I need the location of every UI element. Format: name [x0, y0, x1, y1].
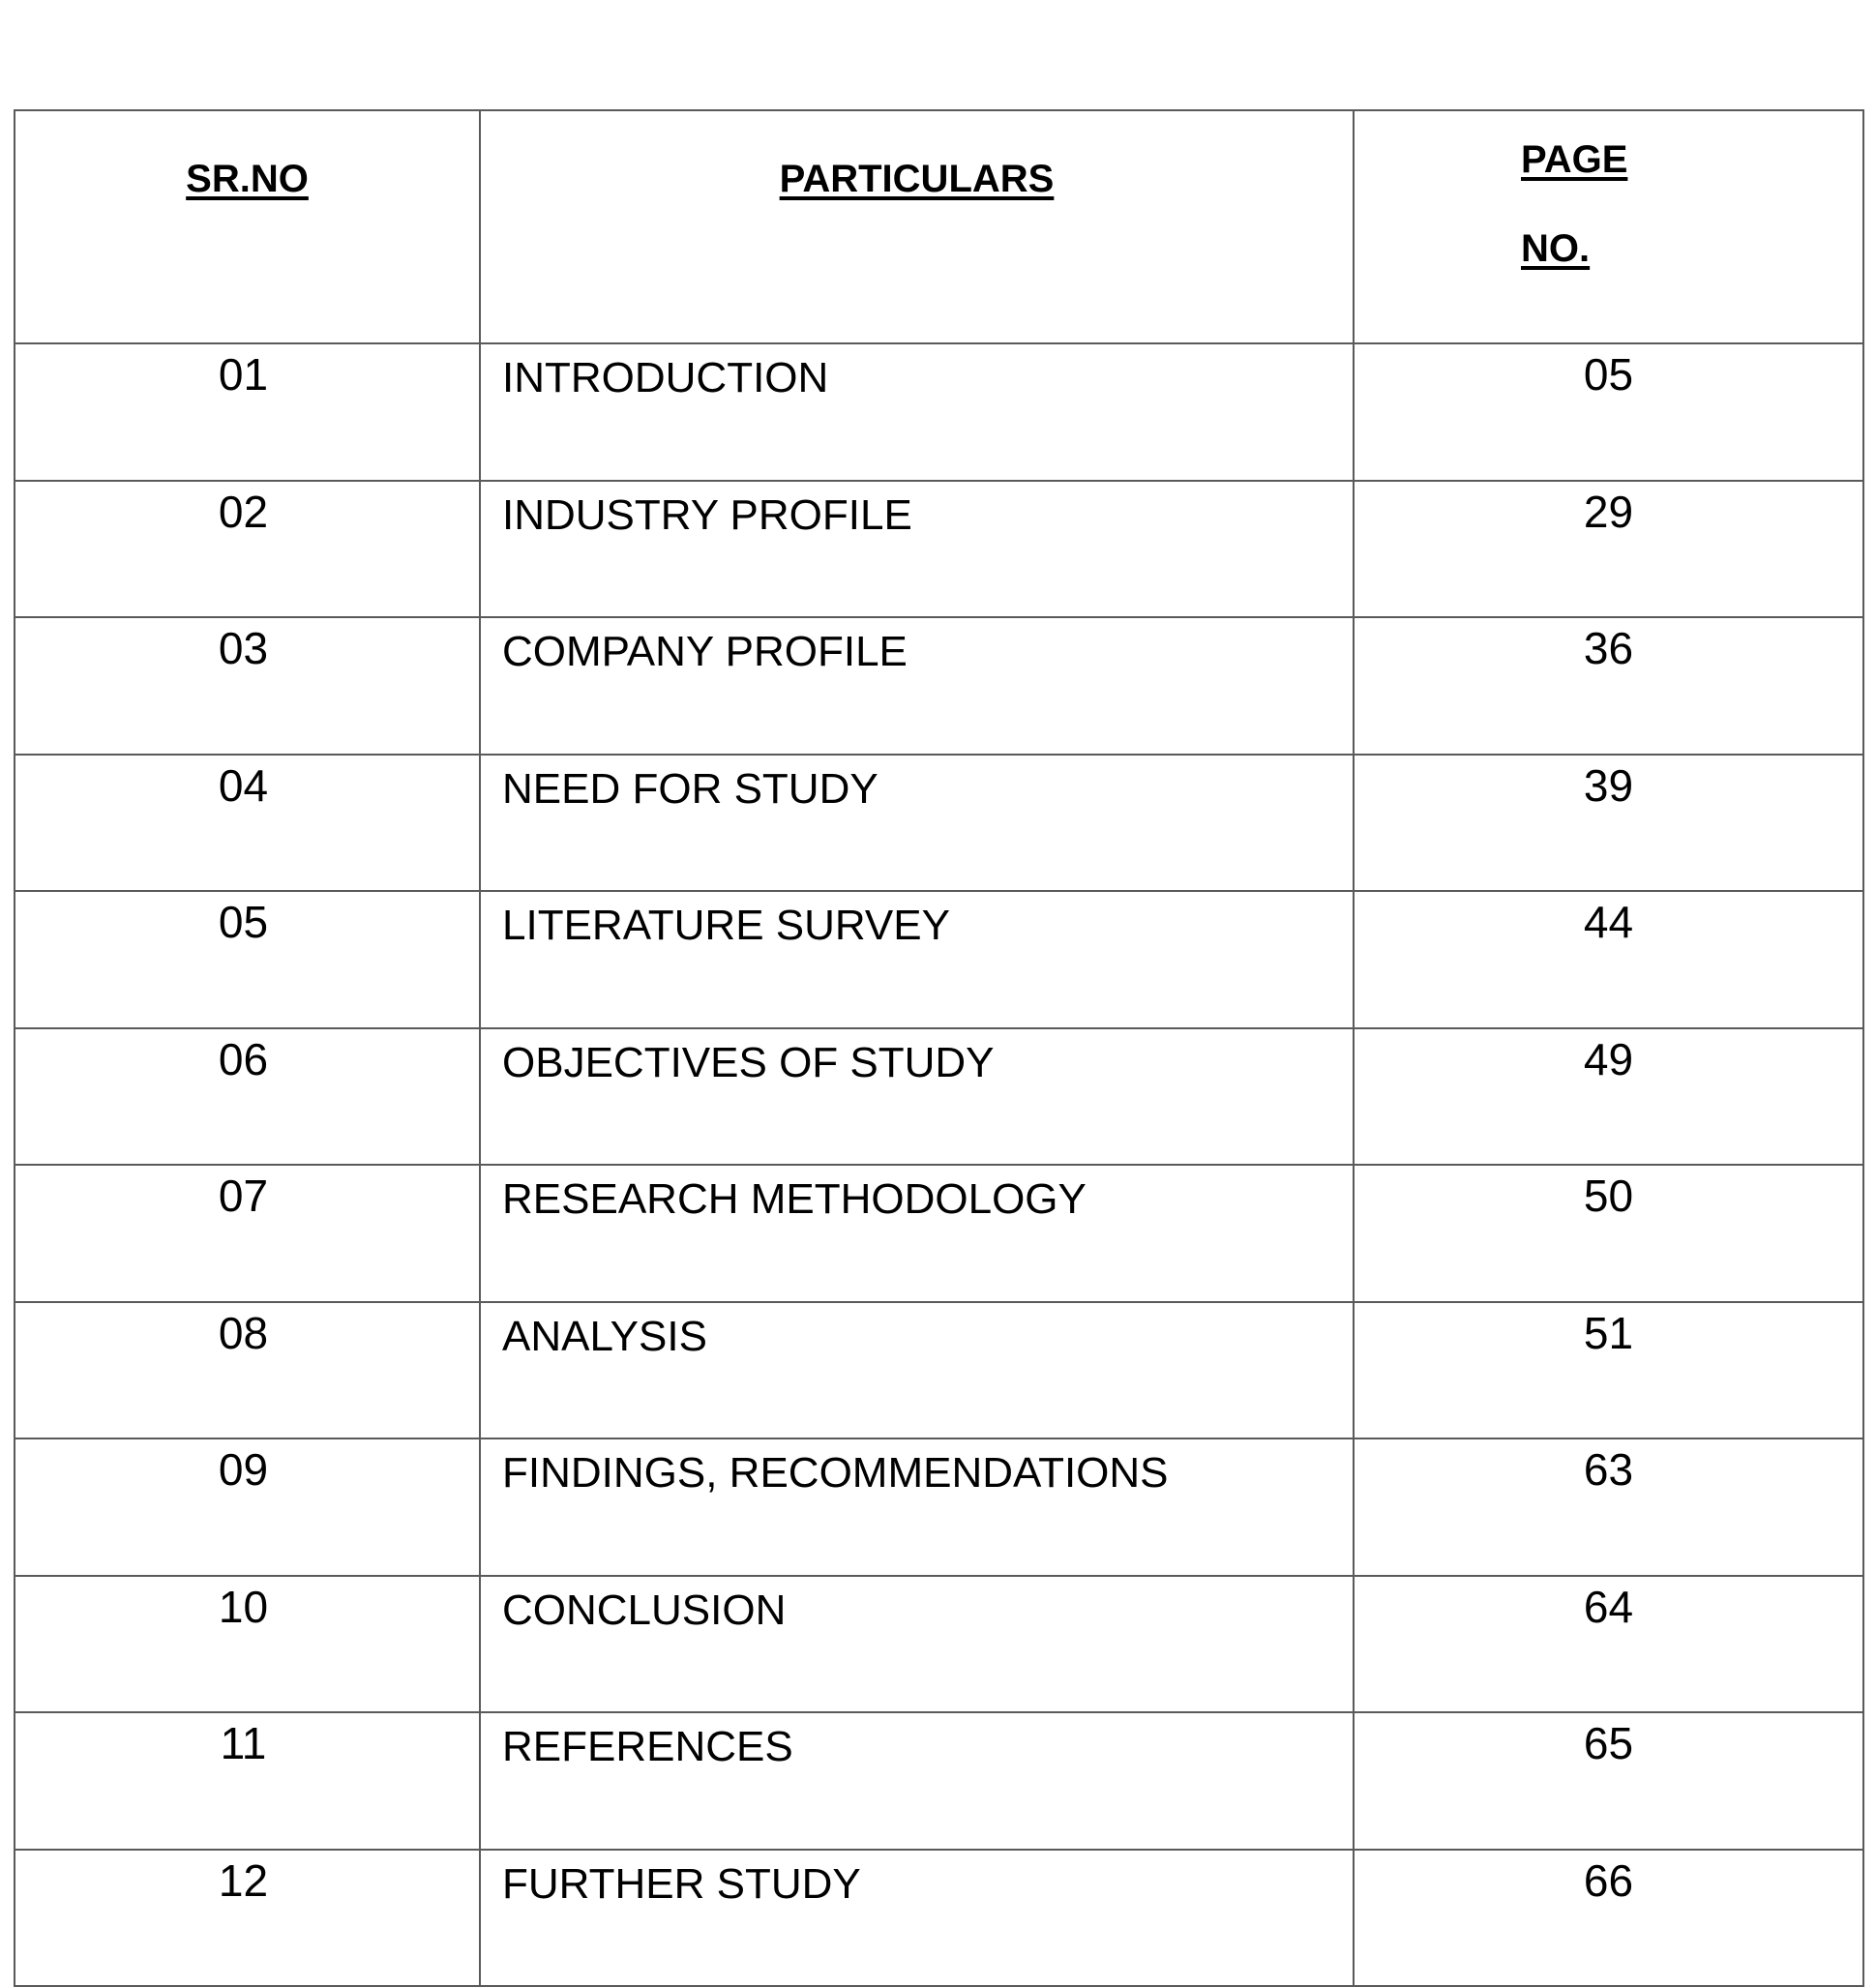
table-row [15, 1850, 1863, 1987]
table-row [15, 617, 1863, 755]
particular-cell: INTRODUCTION [480, 343, 1354, 481]
page-no-cell: 05 [1354, 343, 1863, 481]
particular-cell: INDUSTRY PROFILE [480, 481, 1354, 618]
sr-no-cell: 09 [15, 1438, 480, 1576]
page-no-cell: 66 [1354, 1850, 1863, 1987]
particular-cell: COMPANY PROFILE [480, 617, 1354, 755]
sr-no-cell: 02 [15, 481, 480, 618]
particular-cell: CONCLUSION [480, 1576, 1354, 1713]
sr-no-cell: 01 [15, 343, 480, 481]
page-no-cell: 65 [1354, 1712, 1863, 1850]
header-page-label-line1: PAGE [1521, 138, 1628, 181]
page-no-cell: 36 [1354, 617, 1863, 755]
page-no-cell: 50 [1354, 1165, 1863, 1302]
particular-cell: NEED FOR STUDY [480, 755, 1354, 892]
table-row [15, 481, 1863, 618]
particular-cell: FURTHER STUDY [480, 1850, 1354, 1987]
page-no-cell: 39 [1354, 755, 1863, 892]
table-row [15, 1165, 1863, 1302]
table-row [15, 891, 1863, 1028]
header-particulars-label: PARTICULARS [779, 158, 1055, 200]
header-page-no [1354, 110, 1863, 343]
sr-no-cell: 08 [15, 1302, 480, 1439]
particular-cell: ANALYSIS [480, 1302, 1354, 1439]
sr-no-cell: 11 [15, 1712, 480, 1850]
particular-cell: REFERENCES [480, 1712, 1354, 1850]
sr-no-cell: 05 [15, 891, 480, 1028]
sr-no-cell: 03 [15, 617, 480, 755]
sr-no-cell: 07 [15, 1165, 480, 1302]
header-particulars [480, 110, 1354, 343]
page-no-cell: 49 [1354, 1028, 1863, 1166]
particular-cell: OBJECTIVES OF STUDY [480, 1028, 1354, 1166]
table-row [15, 1302, 1863, 1439]
table-of-contents [14, 109, 1864, 1987]
page-no-cell: 29 [1354, 481, 1863, 618]
page-no-cell: 51 [1354, 1302, 1863, 1439]
sr-no-cell: 12 [15, 1850, 480, 1987]
table-row [15, 1712, 1863, 1850]
sr-no-cell: 06 [15, 1028, 480, 1166]
particular-cell: RESEARCH METHODOLOGY [480, 1165, 1354, 1302]
page-no-cell: 64 [1354, 1576, 1863, 1713]
header-sr-no [15, 110, 480, 343]
header-page-label-line2: NO. [1521, 227, 1591, 270]
page-no-cell: 44 [1354, 891, 1863, 1028]
sr-no-cell: 10 [15, 1576, 480, 1713]
particular-cell: FINDINGS, RECOMMENDATIONS [480, 1438, 1354, 1576]
table-row [15, 343, 1863, 481]
table-row [15, 1438, 1863, 1576]
table-row [15, 755, 1863, 892]
table-row [15, 1028, 1863, 1166]
header-sr-no-label: SR.NO [186, 158, 309, 200]
header-row [15, 110, 1863, 343]
page-no-cell: 63 [1354, 1438, 1863, 1576]
particular-cell: LITERATURE SURVEY [480, 891, 1354, 1028]
sr-no-cell: 04 [15, 755, 480, 892]
table-row [15, 1576, 1863, 1713]
